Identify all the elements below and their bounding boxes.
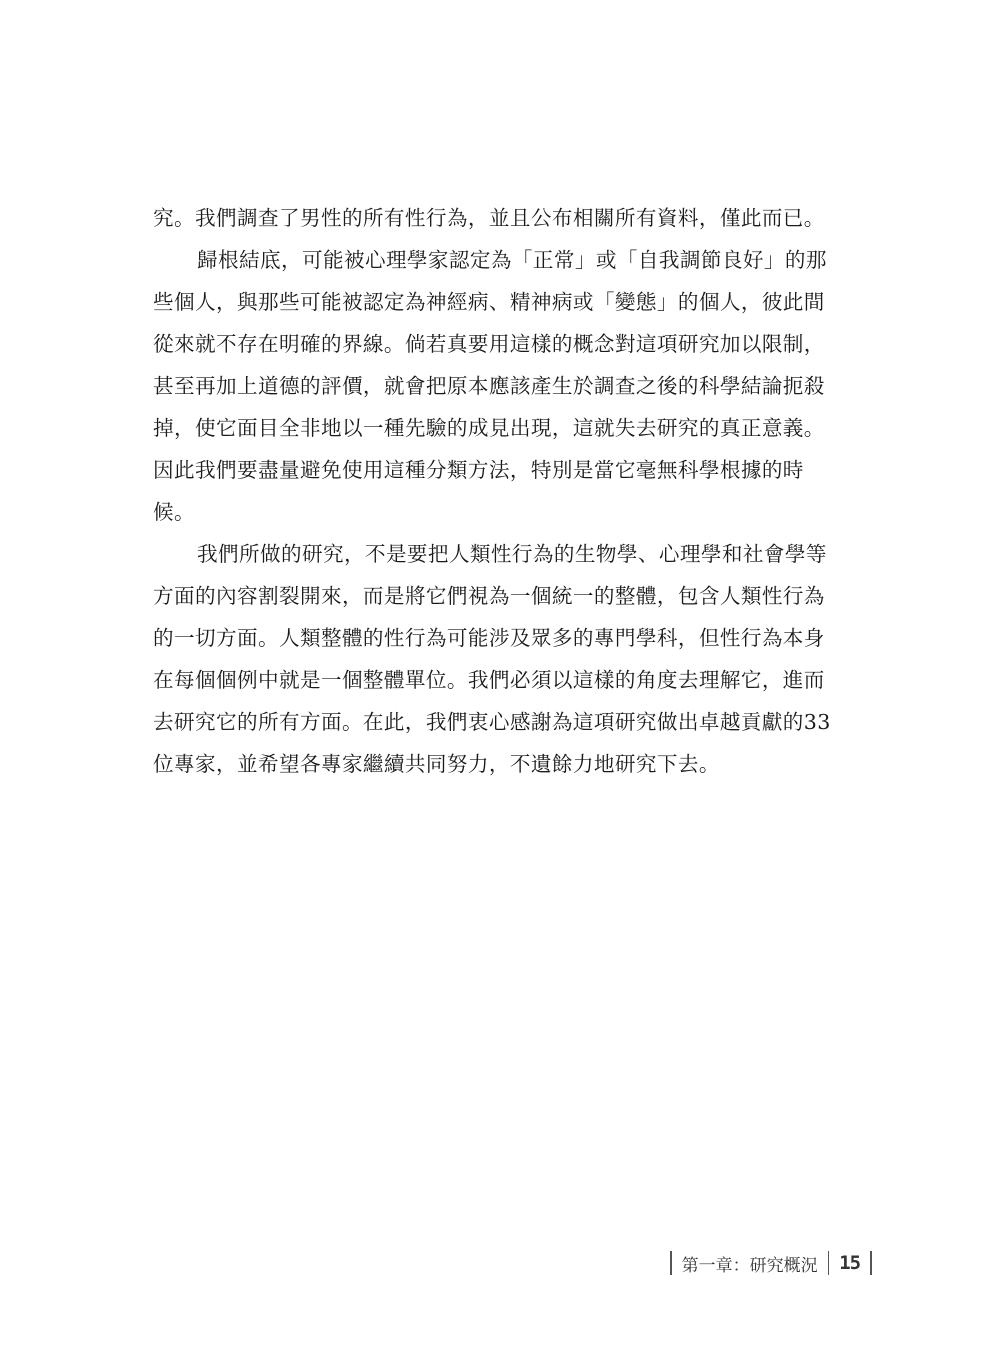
body-line-1: 究。我們調查了男性的所有性行為，並且公布相關所有資料，僅此而已。: [153, 206, 825, 230]
footer-divider-right: [870, 1251, 872, 1275]
page-body: [153, 197, 883, 785]
body-line-2: 歸根結底，可能被心理學家認定為「正常」或「自我調節良好」的那: [197, 248, 827, 272]
body-line-3: 些個人，與那些可能被認定為神經病、精神病或「變態」的個人，彼此間: [153, 290, 825, 314]
footer-divider-left: [670, 1251, 672, 1275]
body-line-8: 候。: [153, 500, 195, 524]
body-line-11: 的一切方面。人類整體的性行為可能涉及眾多的專門學科，但性行為本身: [153, 626, 825, 650]
body-line-6: 掉，使它面目全非地以一種先驗的成見出現，這就失去研究的真正意義。: [153, 416, 825, 440]
body-line-10: 方面的內容割裂開來，而是將它們視為一個統一的整體，包含人類性行為: [153, 584, 825, 608]
body-line-7: 因此我們要盡量避免使用這種分類方法，特別是當它毫無科學根據的時: [153, 458, 804, 482]
body-line-14: 位專家，並希望各專家繼續共同努力，不遺餘力地研究下去。: [153, 752, 720, 776]
chapter-title: 第一章：研究概況: [681, 1255, 818, 1276]
footer-divider-middle: [828, 1251, 830, 1275]
body-line-13: 去研究它的所有方面。在此，我們衷心感謝為這項研究做出卓越貢獻的33: [153, 710, 831, 734]
body-line-5: 甚至再加上道德的評價，就會把原本應該產生於調查之後的科學結論扼殺: [153, 374, 825, 398]
page-footer: [660, 1243, 882, 1283]
body-line-12: 在每個個例中就是一個整體單位。我們必須以這樣的角度去理解它，進而: [153, 668, 825, 692]
page-number: 15: [839, 1252, 861, 1274]
body-line-4: 從來就不存在明確的界線。倘若真要用這樣的概念對這項研究加以限制，: [153, 332, 825, 356]
body-line-9: 我們所做的研究，不是要把人類性行為的生物學、心理學和社會學等: [197, 542, 827, 566]
